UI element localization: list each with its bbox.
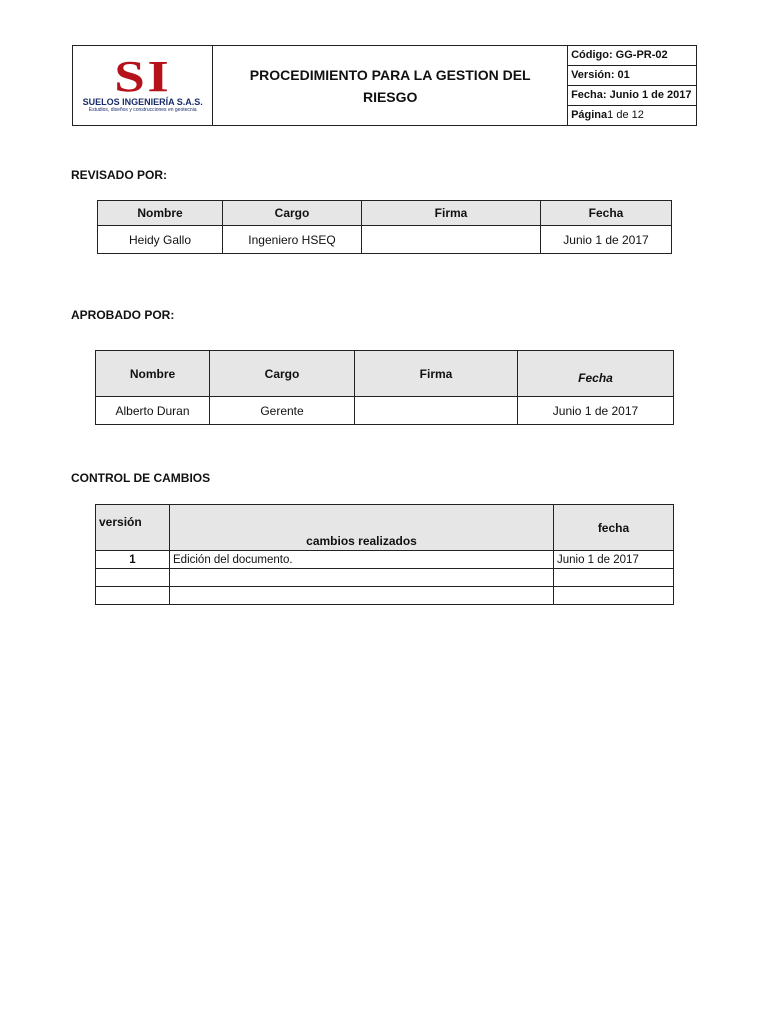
change-version	[96, 569, 170, 587]
document-date: Fecha: Junio 1 de 2017	[568, 86, 697, 106]
col-fecha: fecha	[554, 505, 674, 551]
logo-company-name: SUELOS INGENIERÍA S.A.S.	[82, 97, 203, 107]
col-nombre: Nombre	[96, 351, 210, 397]
change-version	[96, 587, 170, 605]
change-date: Junio 1 de 2017	[554, 551, 674, 569]
page-value: 1 de 12	[607, 109, 644, 121]
document-title: PROCEDIMIENTO PARA LA GESTION DEL RIESGO	[213, 46, 568, 126]
col-cargo: Cargo	[210, 351, 355, 397]
table-row	[96, 569, 674, 587]
approver-date: Junio 1 de 2017	[518, 397, 674, 425]
change-date	[554, 569, 674, 587]
change-description	[170, 587, 554, 605]
logo-tagline: Estudios, diseños y construcciones en geotecnia	[88, 107, 197, 113]
change-date	[554, 587, 674, 605]
table-row	[96, 587, 674, 605]
table-row	[96, 397, 674, 425]
document-page	[568, 106, 697, 126]
change-description	[170, 569, 554, 587]
approver-name: Alberto Duran	[96, 397, 210, 425]
change-description: Edición del documento.	[170, 551, 554, 569]
page-label: Página	[571, 109, 608, 121]
changes-heading: CONTROL DE CAMBIOS	[71, 471, 211, 485]
approver-role: Gerente	[210, 397, 355, 425]
reviewer-date: Junio 1 de 2017	[541, 226, 672, 254]
col-cambios: cambios realizados	[170, 505, 554, 551]
changes-table	[95, 504, 674, 605]
col-cargo: Cargo	[223, 201, 362, 226]
document-code: Código: GG-PR-02	[568, 46, 697, 66]
reviewer-role: Ingeniero HSEQ	[223, 226, 362, 254]
document-version: Versión: 01	[568, 66, 697, 86]
col-nombre: Nombre	[98, 201, 223, 226]
company-logo	[73, 46, 213, 126]
col-fecha: Fecha	[518, 351, 674, 397]
col-version: versión	[96, 505, 170, 551]
table-row	[98, 226, 672, 254]
reviewed-heading: REVISADO POR:	[71, 168, 168, 182]
approver-signature	[355, 397, 518, 425]
reviewer-name: Heidy Gallo	[98, 226, 223, 254]
reviewed-table	[97, 200, 672, 254]
col-fecha: Fecha	[541, 201, 672, 226]
reviewer-signature	[362, 226, 541, 254]
document-header	[72, 45, 697, 126]
col-firma: Firma	[355, 351, 518, 397]
col-firma: Firma	[362, 201, 541, 226]
change-version: 1	[96, 551, 170, 569]
logo-mark: SI	[114, 52, 172, 101]
table-row	[96, 551, 674, 569]
approved-heading: APROBADO POR:	[71, 308, 175, 322]
approved-table	[95, 350, 674, 425]
